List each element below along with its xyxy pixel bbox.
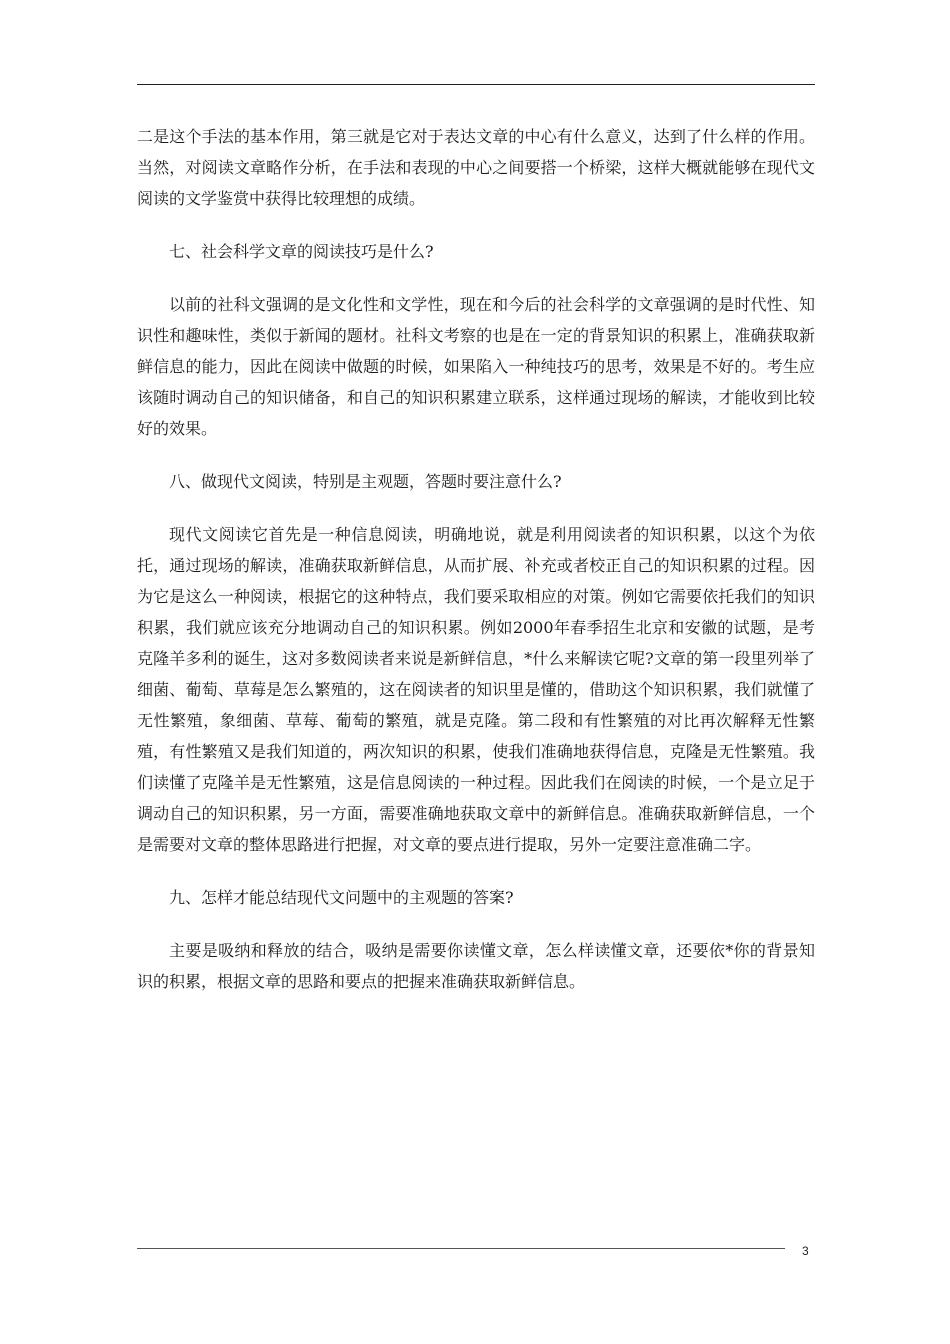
section-heading-9: 九、怎样才能总结现代文问题中的主观题的答案? xyxy=(169,888,514,907)
page-number: 3 xyxy=(802,1244,809,1258)
section-heading-7: 七、社会科学文章的阅读技巧是什么? xyxy=(169,242,434,261)
paragraph-section-8: 现代文阅读它首先是一种信息阅读，明确地说，就是利用阅读者的知识积累，以这个为依托，通过现场的解读，准确获取新鲜信息，从而扩展、补充或者校正自己的知识积累的过程。因为它是这么一种阅读，根据它的这种特点，我们要采取相应的对策。例如它需要依托我们的知识积累，我们就应该充分地调动自己的知识积累。例如2000年春季招生北京和安徽的试题，是考克隆羊多利的诞生，这对多数阅读者来说是新鲜信息，*什么来解读它呢?文章的第一段里列举了细菌、葡萄、草莓是怎么繁殖的，这在阅读者的知识里是懂的，借助这个知识积累，我们就懂了无性繁殖，象细菌、草莓、葡萄的繁殖，就是克隆。第二段和有性繁殖的对比再次解释无性繁殖，有性繁殖又是我们知道的，两次知识的积累，使我们准确地获得信息，克隆是无性繁殖。我们读懂了克隆羊是无性繁殖，这是信息阅读的一种过程。因此我们在阅读的时候，一个是立足于调动自己的知识积累，另一方面，需要准确地获取文章中的新鲜信息。准确获取新鲜信息，一个是需要对文章的整体思路进行把握，对文章的要点进行提取，另外一定要注意准确二字。 xyxy=(137,525,815,854)
paragraph-section-7: 以前的社科文强调的是文化性和文学性，现在和今后的社会科学的文章强调的是时代性、知识性和趣味性，类似于新闻的题材。社科文考察的也是在一定的背景知识的积累上，准确获取新鲜信息的能力，因此在阅读中做题的时候，如果陷入一种纯技巧的思考，效果是不好的。考生应该随时调动自己的知识储备，和自己的知识积累建立联系，这样通过现场的解读，才能收到比较好的效果。 xyxy=(137,295,815,438)
footer-rule xyxy=(137,1248,785,1249)
document-body xyxy=(137,121,815,1019)
section-heading-8: 八、做现代文阅读，特别是主观题，答题时要注意什么? xyxy=(169,472,562,491)
paragraph-section-9: 主要是吸纳和释放的结合，吸纳是需要你读懂文章，怎么样读懂文章，还要依*你的背景知识的积累，根据文章的思路和要点的把握来准确获取新鲜信息。 xyxy=(137,941,815,991)
paragraph-continuation: 二是这个手法的基本作用，第三就是它对于表达文章的中心有什么意义，达到了什么样的作用。当然，对阅读文章略作分析，在手法和表现的中心之间要搭一个桥梁，这样大概就能够在现代文阅读的文学鉴赏中获得比较理想的成绩。 xyxy=(137,127,815,208)
header-rule xyxy=(137,84,815,85)
